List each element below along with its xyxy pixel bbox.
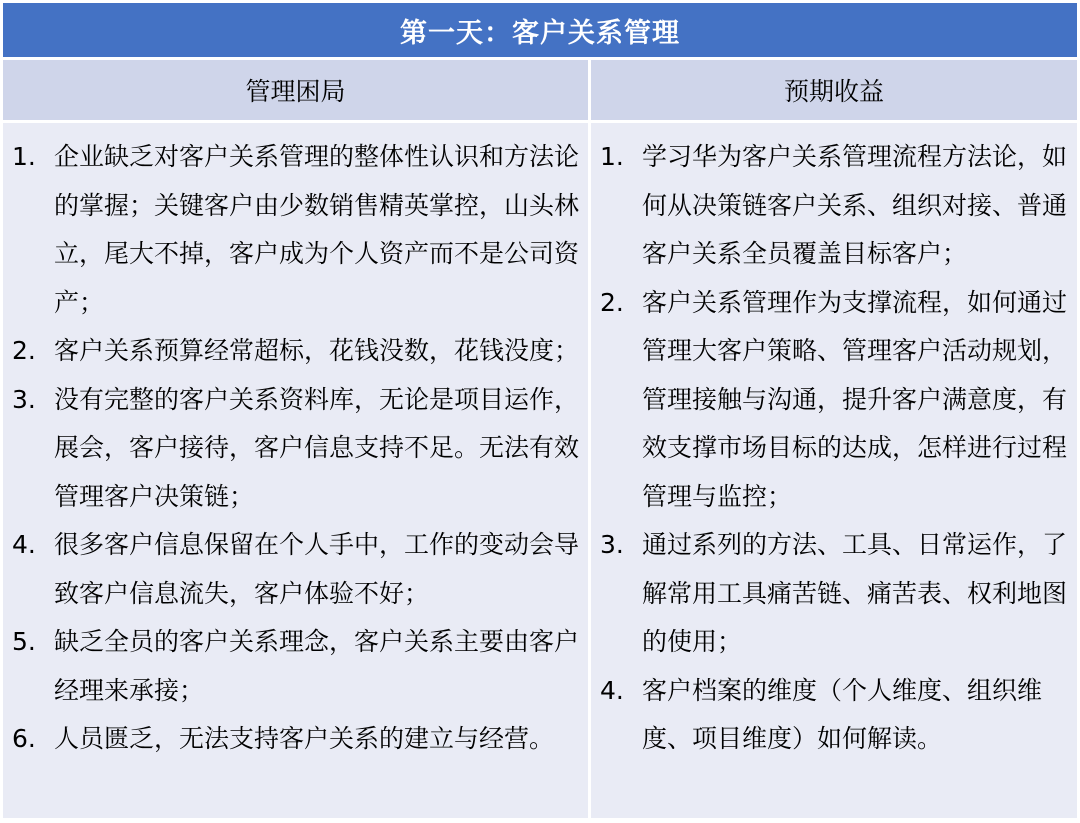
dilemma-item <box>12 327 590 376</box>
benefit-item-text: 客户档案的维度（个人维度、组织维度、项目维度）如何解读。 <box>642 675 1043 753</box>
benefits-cell <box>591 123 1077 818</box>
dilemma-item <box>12 376 590 522</box>
benefit-item-number: 1. <box>600 142 624 171</box>
dilemma-item <box>12 521 590 618</box>
dilemma-item-text: 缺乏全员的客户关系理念，客户关系主要由客户经理来承接； <box>54 627 580 705</box>
dilemma-item-text: 没有完整的客户关系资料库，无论是项目运作，展会，客户接待，客户信息支持不足。无法有效管理客户决策链； <box>54 384 580 511</box>
dilemma-cell <box>3 123 588 818</box>
dilemma-item-number: 4. <box>12 530 36 559</box>
dilemma-item-text: 企业缺乏对客户关系管理的整体性认识和方法论的掌握；关键客户由少数销售精英掌控，山头林立，尾大不掉，客户成为个人资产而不是公司资产； <box>54 142 580 317</box>
dilemma-list <box>12 133 590 764</box>
course-table <box>3 3 1077 818</box>
benefit-item <box>600 133 1080 279</box>
benefit-item-text: 学习华为客户关系管理流程方法论，如何从决策链客户关系、组织对接、普通客户关系全员覆盖目标客户； <box>642 142 1068 268</box>
dilemma-item-number: 6. <box>12 724 36 753</box>
benefit-item <box>600 279 1080 522</box>
benefit-item-number: 2. <box>600 287 624 317</box>
benefit-item-number: 3. <box>600 530 624 559</box>
header-expected-benefits: 预期收益 <box>591 60 1077 120</box>
header-row <box>3 60 1077 120</box>
dilemma-item-text: 人员匮乏，无法支持客户关系的建立与经营。 <box>54 724 555 753</box>
header-management-dilemma: 管理困局 <box>3 60 588 120</box>
dilemma-item-text: 客户关系预算经常超标，花钱没数，花钱没度； <box>54 336 580 365</box>
dilemma-item <box>12 618 590 715</box>
dilemma-item-number: 1. <box>12 142 36 171</box>
benefits-list <box>600 133 1080 764</box>
benefit-item-number: 4. <box>600 675 624 705</box>
dilemma-item-number: 2. <box>12 336 36 365</box>
dilemma-item <box>12 715 590 764</box>
dilemma-item-text: 很多客户信息保留在个人手中，工作的变动会导致客户信息流失，客户体验不好； <box>54 530 580 608</box>
benefit-item-text: 客户关系管理作为支撑流程，如何通过管理大客户策略、管理客户活动规划，管理接触与沟通，提升客户满意度，有效支撑市场目标的达成，怎样进行过程管理与监控； <box>642 287 1068 511</box>
table-title: 第一天：客户关系管理 <box>3 3 1077 57</box>
dilemma-item-number: 5. <box>12 627 36 656</box>
benefit-item-text: 通过系列的方法、工具、日常运作，了解常用工具痛苦链、痛苦表、权利地图的使用； <box>642 530 1068 656</box>
benefit-item <box>600 667 1080 764</box>
dilemma-item <box>12 133 590 327</box>
benefit-item <box>600 521 1080 667</box>
dilemma-item-number: 3. <box>12 384 36 414</box>
